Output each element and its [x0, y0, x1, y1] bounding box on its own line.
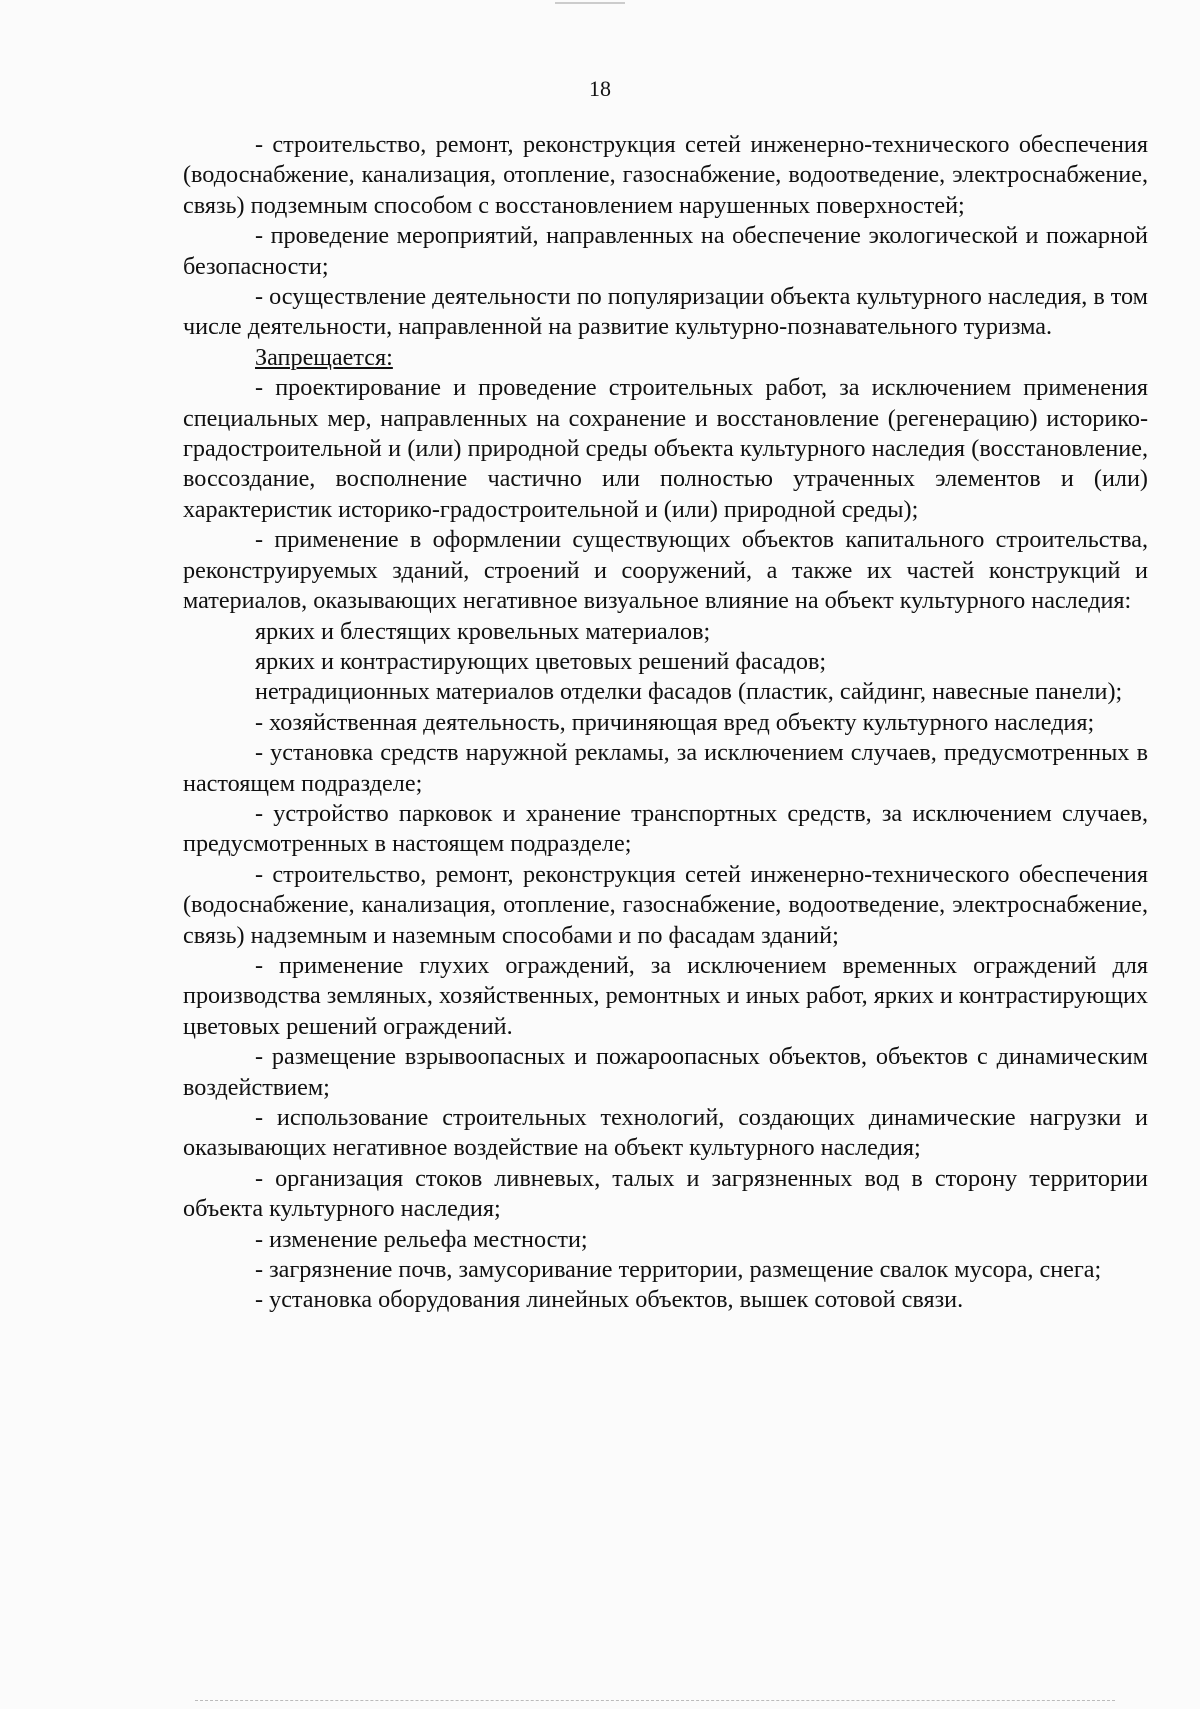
paragraph: - использование строительных технологий, создающих динамические нагрузки и оказывающих негативное воздействие на объект культурного наследия; — [183, 1104, 1148, 1162]
paragraph: ярких и блестящих кровельных материалов; — [255, 617, 711, 645]
paragraph: ярких и контрастирующих цветовых решений фасадов; — [255, 647, 827, 675]
paragraph: - устройство парковок и хранение транспортных средств, за исключением случаев, предусмотренных в настоящем подразделе; — [183, 799, 1148, 858]
paragraph: - загрязнение почв, замусоривание территории, размещение свалок мусора, снега; — [255, 1256, 1102, 1284]
paragraph: - размещение взрывоопасных и пожароопасных объектов, объектов с динамическим воздействием; — [183, 1043, 1148, 1101]
paragraph: - установка оборудования линейных объектов, вышек сотовой связи. — [255, 1286, 964, 1314]
paragraph: - осуществление деятельности по популяризации объекта культурного наследия, в том числе деятельности, направленной на развитие культурно-познавательного туризма. — [183, 283, 1148, 341]
paragraph: - проектирование и проведение строительных работ, за исключением применения специальных мер, направленных на сохранение и восстановление (регенерацию) историко-градостроительной и (или) природной среды объекта культурного наследия (восстановление, воссоздание, восполнение частично или полностью утраченных элементов и (или) характеристик историко-градостроительной и (или) природной среды); — [183, 374, 1148, 523]
document-body — [183, 130, 1148, 1316]
paragraph: - хозяйственная деятельность, причиняющая вред объекту культурного наследия; — [255, 708, 1095, 736]
section-heading — [183, 343, 1148, 373]
paragraph: нетрадиционных материалов отделки фасадов (пластик, сайдинг, навесные панели); — [255, 678, 1123, 706]
scan-edge-bottom — [195, 1700, 1115, 1701]
paragraph: - изменение рельефа местности; — [255, 1225, 588, 1253]
page-number: 18 — [589, 76, 611, 101]
paragraph: - строительство, ремонт, реконструкция сетей инженерно-технического обеспечения (водоснабжение, канализация, отопление, газоснабжение, водоотведение, электроснабжение, связь) подземным способом с восстановлением нарушенных поверхностей; — [183, 131, 1148, 219]
paragraph: - организация стоков ливневых, талых и загрязненных вод в сторону территории объекта культурного наследия; — [183, 1164, 1148, 1223]
paragraph: - применение глухих ограждений, за исключением временных ограждений для производства земляных, хозяйственных, ремонтных и иных работ, ярких и контрастирующих цветовых решений ограждений. — [183, 951, 1148, 1040]
paragraph: - применение в оформлении существующих объектов капитального строительства, реконструируемых зданий, строений и сооружений, а также их частей конструкций и материалов, оказывающих негативное визуальное влияние на объект культурного наследия: — [183, 526, 1148, 615]
paragraph: - установка средств наружной рекламы, за исключением случаев, предусмотренных в настоящем подразделе; — [183, 739, 1148, 797]
heading-prohibited: Запрещается: — [255, 343, 393, 371]
paragraph: - строительство, ремонт, реконструкция сетей инженерно-технического обеспечения (водоснабжение, канализация, отопление, газоснабжение, водоотведение, электроснабжение, связь) надземным и наземным способами и по фасадам зданий; — [183, 860, 1148, 949]
scan-edge-top — [555, 2, 625, 4]
paragraph: - проведение мероприятий, направленных на обеспечение экологической и пожарной безопасности; — [183, 222, 1148, 280]
